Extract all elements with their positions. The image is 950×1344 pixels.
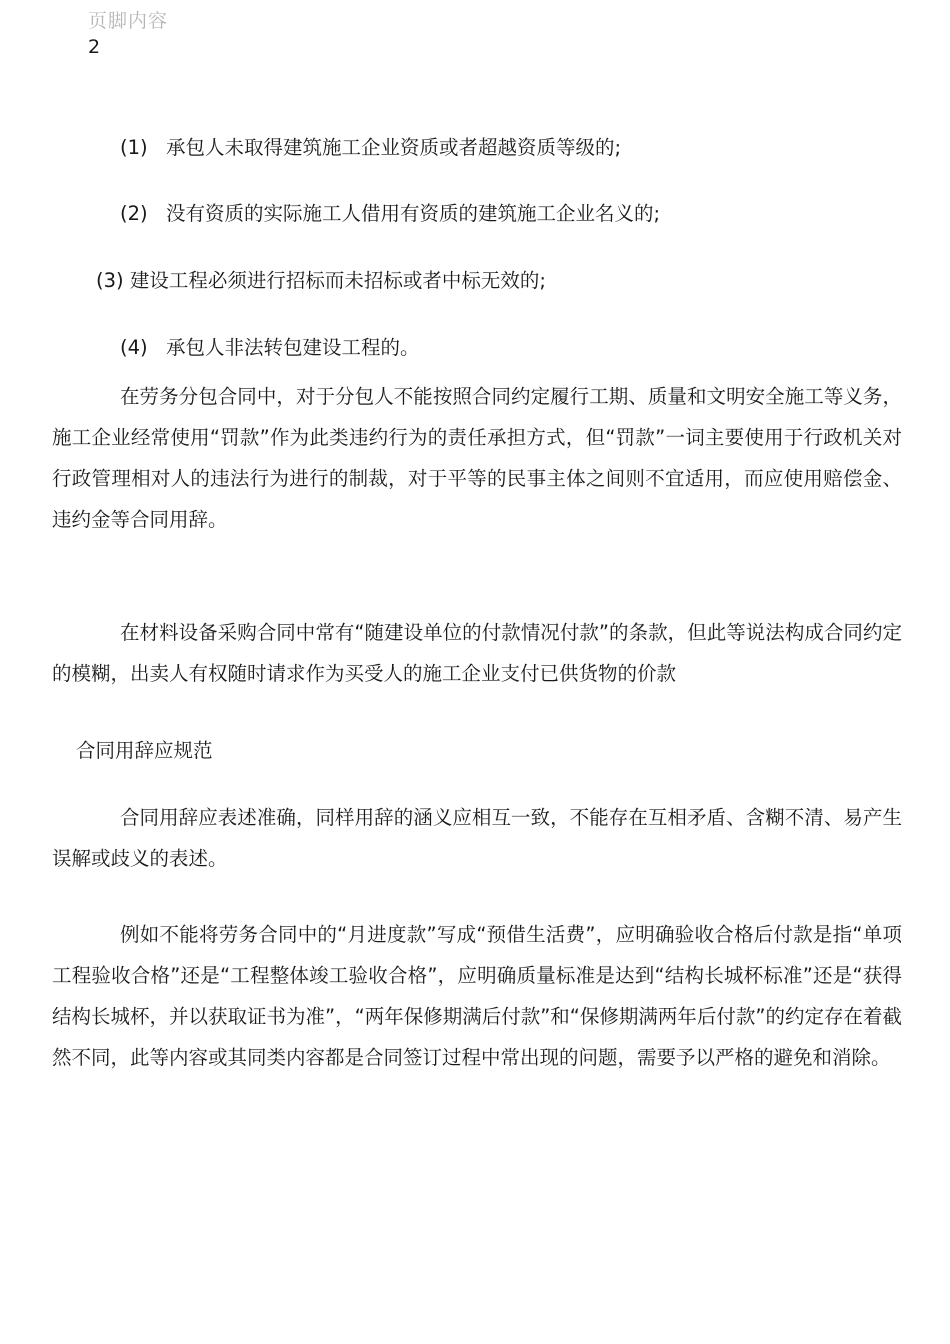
list-item <box>96 266 546 296</box>
paragraph: 例如不能将劳务合同中的“月进度款”写成“预借生活费”，应明确验收合格后付款是指“单项工程验收合格”还是“工程整体竣工验收合格”，应明确质量标准是达到“结构长城杯标准”还是“获得结构长城杯，并以获取证书为准”，“两年保修期满后付款”和“保修期满两年后付款”的约定存在着截然不同，此等内容或其同类内容都是合同签订过程中常出现的问题，需要予以严格的避免和消除。 <box>52 923 903 1069</box>
list-item <box>120 333 420 363</box>
list-item-text: 建设工程必须进行招标而未招标或者中标无效的; <box>129 269 546 292</box>
list-item-text: 承包人未取得建筑施工企业资质或者超越资质等级的; <box>166 136 622 159</box>
list-item <box>120 133 621 163</box>
paragraph: 在劳务分包合同中，对于分包人不能按照合同约定履行工期、质量和文明安全施工等义务，施工企业经常使用“罚款”作为此类违约行为的责任承担方式，但“罚款”一词主要使用于行政机关对行政管理相对人的违法行为进行的制裁，对于平等的民事主体之间则不宜适用，而应使用赔偿金、违约金等合同用辞。 <box>52 385 902 531</box>
footer-text: 页脚内容 <box>88 10 169 32</box>
list-item-number: (2) <box>120 202 148 225</box>
list-item <box>120 199 660 229</box>
paragraph: 合同用辞应表述准确，同样用辞的涵义应相互一致，不能存在互相矛盾、含糊不清、易产生误解或歧义的表述。 <box>52 806 902 870</box>
list-item-number: (3) <box>96 269 124 292</box>
page-footer-label <box>88 8 168 60</box>
list-item-number: (4) <box>120 336 148 359</box>
list-item-text: 没有资质的实际施工人借用有资质的建筑施工企业名义的; <box>166 202 661 225</box>
paragraph: 在材料设备采购合同中常有“随建设单位的付款情况付款”的条款，但此等说法构成合同约定的模糊，出卖人有权随时请求作为买受人的施工企业支付已供货物的价款 <box>52 621 902 685</box>
page-number: 2 <box>88 36 102 58</box>
section-heading: 合同用辞应规范 <box>76 739 213 762</box>
list-item-text: 承包人非法转包建设工程的。 <box>166 336 420 359</box>
list-item-number: (1) <box>120 136 148 159</box>
